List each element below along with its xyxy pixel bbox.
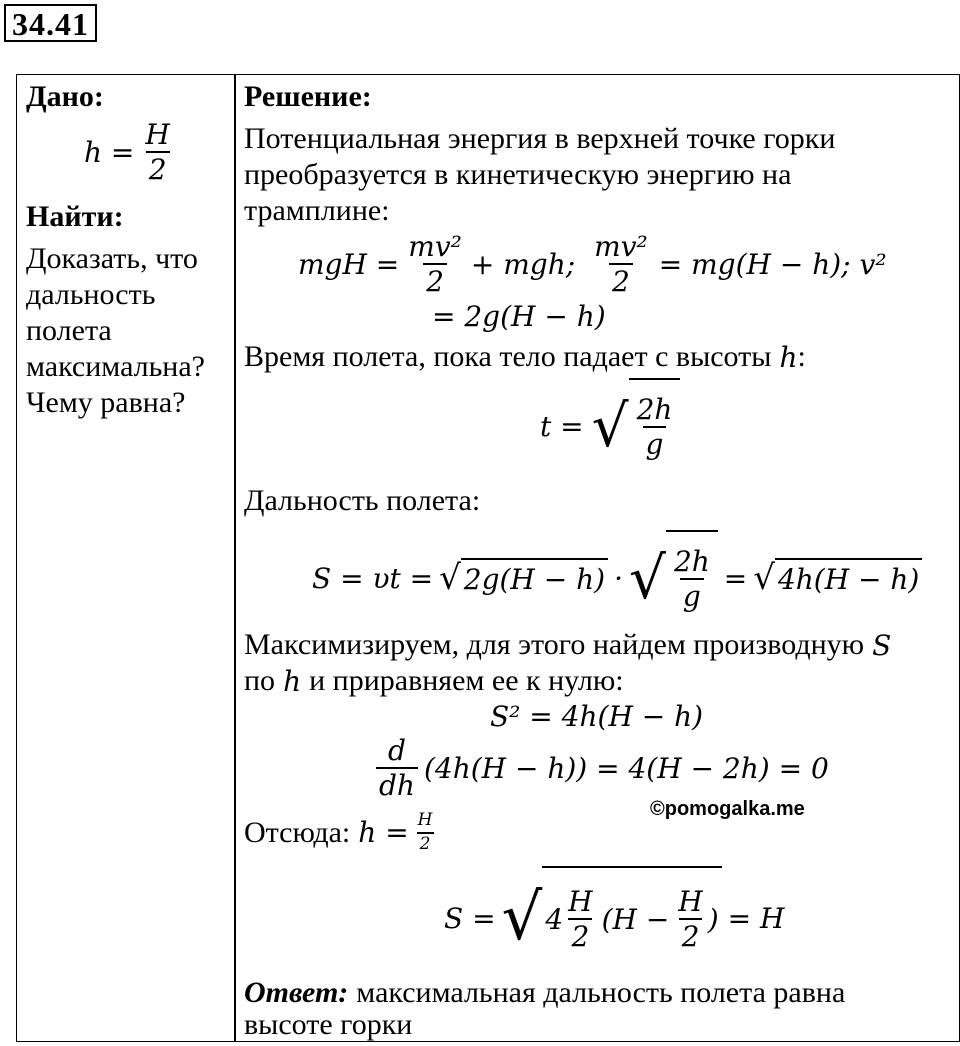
range-eq-den: g <box>680 578 704 611</box>
answer-line-2: высоте горки <box>244 1008 413 1041</box>
final-eq-n1: H <box>568 884 593 918</box>
range-text: Дальность полета: <box>244 484 481 517</box>
final-eq-rhs: = H <box>727 901 785 935</box>
hence-eq: h = <box>358 816 409 850</box>
energy-eq-rhs: = mg(H − h); v² <box>658 247 887 281</box>
range-eq-num: 2h <box>673 544 710 578</box>
deriv-den: dh <box>376 767 418 800</box>
max-text-line-1 <box>244 628 891 662</box>
answer-text-1: максимальная дальность полета равна <box>356 976 846 1009</box>
max-text-line-2 <box>244 664 624 698</box>
column-divider <box>234 74 236 1042</box>
solution-heading: Решение: <box>244 80 372 113</box>
max-text-1: Максимизируем, для этого найдем производную <box>244 628 865 661</box>
final-eq-lhs: S = <box>444 901 496 935</box>
time-eq-lhs: t = <box>540 409 584 443</box>
final-equation: S = √ 4 $\frac{H}{2}$ (H − $\frac{H}{2}$ ) = H <box>444 866 784 970</box>
time-eq-den: g <box>643 426 667 459</box>
energy-equation <box>298 232 887 297</box>
range-eq-lhs: S = υt = <box>312 561 434 595</box>
range-eq-dot: · <box>614 561 623 595</box>
hence-den: 2 <box>417 832 434 854</box>
hence-text: Отсюда: <box>244 815 351 849</box>
given-condition <box>84 120 175 185</box>
deriv-rest: (4h(H − h)) = 4(H − 2h) = 0 <box>423 751 829 785</box>
energy-eq-lhs: mgH = <box>298 247 400 281</box>
range-equation: S = υt = √ 2g(H − h) · √ $\frac{2h}{g}$ = √ 4h(H − h) <box>312 530 922 626</box>
energy-eq-mid: + mgh; <box>470 247 576 281</box>
given-heading: Дано: <box>26 80 104 113</box>
time-text-var: h <box>779 340 798 374</box>
range-eq-root2: 4h(H − h) <box>775 558 922 598</box>
find-line-2: дальность <box>26 278 156 311</box>
range-eq-root1: 2g(H − h) <box>461 558 608 598</box>
find-line-4: максимальна? <box>26 350 205 383</box>
hence-num: H <box>417 810 433 830</box>
given-condition-denominator: 2 <box>146 151 170 184</box>
time-text-colon: : <box>797 340 806 373</box>
problem-number: 34.41 <box>4 4 97 42</box>
answer-label: Ответ: <box>244 976 349 1009</box>
given-condition-lhs: h = <box>84 135 135 169</box>
intro-line-2: преобразуется в кинетическую энергию на <box>244 158 792 191</box>
final-eq-d2: 2 <box>679 918 703 951</box>
energy-eq-continuation: = 2g(H − h) <box>432 300 606 333</box>
energy-frac2-num: mv² <box>594 230 648 263</box>
final-eq-mid: (H − <box>601 902 670 936</box>
answer-line-1 <box>244 976 845 1010</box>
intro-line-3: трамплине: <box>244 194 390 227</box>
square-equation: S² = 4h(H − h) <box>490 700 704 733</box>
final-eq-d1: 2 <box>568 918 592 951</box>
find-heading: Найти: <box>26 200 124 233</box>
final-eq-k: 4 <box>545 902 564 936</box>
deriv-num: d <box>388 734 406 767</box>
time-eq-sqrt: √ $\frac{2h}{g}$ <box>592 378 681 474</box>
hence-line <box>244 812 438 854</box>
max-var-s: S <box>872 628 892 662</box>
energy-frac2-den: 2 <box>609 263 633 296</box>
final-eq-n2: H <box>678 884 703 918</box>
intro-line-1: Потенциальная энергия в верхней точке горки <box>244 122 836 155</box>
final-eq-end: ) <box>707 902 719 936</box>
max-text-2b: и приравняем ее к нулю: <box>309 664 624 697</box>
given-condition-numerator: H <box>145 118 170 151</box>
max-text-2a: по <box>244 664 276 697</box>
energy-frac1-num: mv² <box>408 230 462 263</box>
derivative-equation <box>374 736 829 801</box>
time-text <box>244 340 806 374</box>
find-line-1: Доказать, что <box>26 242 198 275</box>
time-eq-num: 2h <box>636 392 673 426</box>
find-line-5: Чему равна? <box>26 386 186 419</box>
energy-frac1-den: 2 <box>423 263 447 296</box>
watermark: ©pomogalka.me <box>650 798 805 820</box>
range-eq-equals: = <box>723 561 748 595</box>
find-line-3: полета <box>26 314 112 347</box>
time-text-main: Время полета, пока тело падает с высоты <box>244 340 772 373</box>
time-equation <box>540 378 680 474</box>
max-var-h: h <box>283 664 302 698</box>
